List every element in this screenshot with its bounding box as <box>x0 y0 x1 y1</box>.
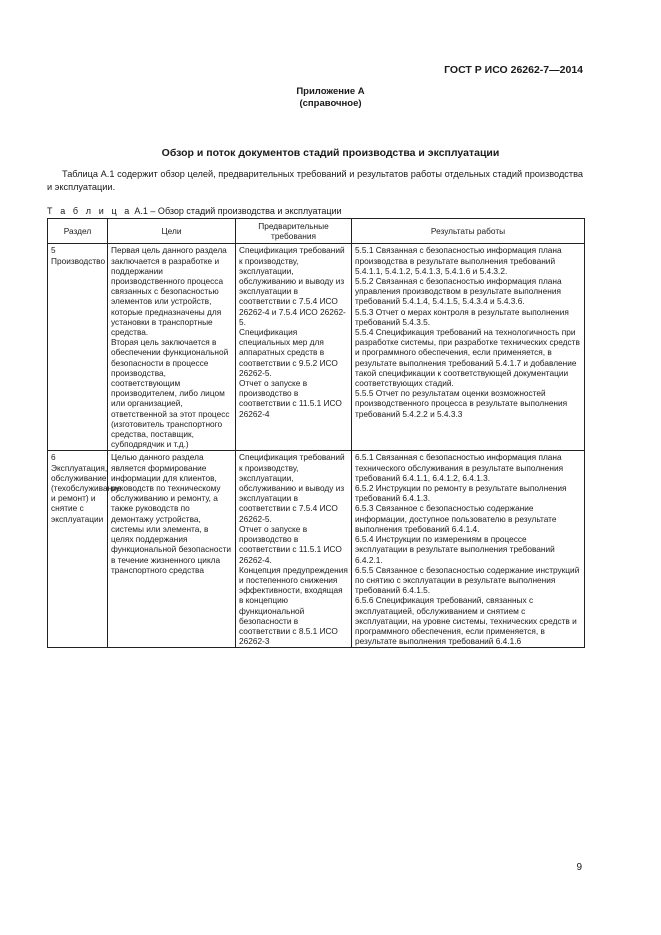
goal-paragraph: Первая цель данного раздела заключается в разработке и поддержании производственного процесса связанных с безопасностью элементов или устройств, которые предназначены для установки в транспортные средства. <box>111 245 227 338</box>
result-paragraph: 5.5.3 Отчет о мерах контроля в результате выполнения требований 5.4.3.5. <box>355 306 569 327</box>
prerequisite-paragraph: Отчет о запуске в производство в соответствии с 11.5.1 ИСО 26262-4 <box>239 378 342 419</box>
table-row <box>48 451 585 648</box>
prerequisites-cell <box>236 451 352 648</box>
goals-cell <box>108 244 236 451</box>
results-cell <box>352 451 585 648</box>
page-number: 9 <box>576 862 582 873</box>
result-paragraph: 6.5.3 Связанное с безопасностью содержание информации, доступное пользователю в результате выполнения требований 6.4.1.4. <box>355 503 557 534</box>
annex-heading <box>0 86 661 110</box>
result-paragraph: 6.5.4 Инструкции по измерениям в процессе эксплуатации в результате выполнения требований 6.4.2.1. <box>355 534 555 565</box>
goal-paragraph: Вторая цель заключается в обеспечении функциональной безопасности в процессе производства, соответствующим производителем, либо лицом или организацией, ответственной за этот процесс (изготовитель транспортного средства, поставщик, субподрядчик и т.д.) <box>111 337 230 450</box>
column-header-prerequisites: Предварительные требования <box>236 219 352 244</box>
column-header-section: Раздел <box>48 219 108 244</box>
result-paragraph: 5.5.5 Отчет по результатам оценки возможностей производственного процесса в результате выполнения требований 5.4.2.2 и 5.4.3.3 <box>355 388 568 419</box>
result-paragraph: 5.5.2 Связанная с безопасностью информация плана управления производством в результате выполнения требований 5.4.1.4, 5.4.1.5, 5.4.3.4 и 5.4.3.6. <box>355 276 562 307</box>
section-title: Обзор и поток документов стадий производства и эксплуатации <box>161 147 500 159</box>
table-caption <box>47 206 342 216</box>
prerequisite-paragraph: Концепция предупреждения и постепенного снижения эффективности, входящая в концепцию функциональной безопасности в соответствии с 8.5.1 ИСО 26262-3 <box>239 564 348 647</box>
result-paragraph: 6.5.5 Связанное с безопасностью содержание инструкций по снятию с эксплуатации в результате выполнения требований 6.4.1.5. <box>355 564 580 596</box>
table-caption-text: А.1 – Обзор стадий производства и эксплуатации <box>134 206 342 216</box>
section-cell: 6 Эксплуатация, обслуживание (техобслуживание и ремонт) и снятие с эксплуатации <box>48 451 108 648</box>
prerequisites-cell <box>236 244 352 451</box>
result-paragraph: 6.5.2 Инструкции по ремонту в результате выполнения требований 6.4.1.3. <box>355 483 567 504</box>
section-cell: 5 Производство <box>48 244 108 451</box>
document-header: ГОСТ Р ИСО 26262-7—2014 <box>444 64 583 76</box>
column-header-goals: Цели <box>108 219 236 244</box>
annex-subtitle: (справочное) <box>299 98 362 109</box>
overview-table <box>47 218 585 648</box>
prerequisite-paragraph: Отчет о запуске в производство в соответствии с 11.5.1 ИСО 26262-4. <box>239 523 342 565</box>
result-paragraph: 5.5.1 Связанная с безопасностью информация плана производства в результате выполнения требований 5.4.1.1, 5.4.1.2, 5.4.1.3, 5.4.1.6 и 5.4.3.2. <box>355 245 562 276</box>
goal-paragraph: Целью данного раздела является формирование информации для клиентов, руководств по техническому обслуживанию и ремонту, а также руководств по демонтажу устройства, системы или элемента, в целях поддержания функциональной безопасности в течение жизненного цикла транспортного средства <box>111 452 232 575</box>
results-cell <box>352 244 585 451</box>
goals-cell <box>108 451 236 648</box>
prerequisite-paragraph: Спецификация требований к производству, эксплуатации, обслуживанию и выводу из эксплуатации в соответствии с 7.5.4 ИСО 26262-5. <box>239 452 345 524</box>
column-header-results: Результаты работы <box>352 219 585 244</box>
prerequisite-paragraph: Спецификация требований к производству, эксплуатации, обслуживанию и выводу из эксплуатации в соответствии с 7.5.4 ИСО 26262-4 и 7.5.4 ИСО 26262-5. <box>239 245 346 327</box>
prerequisite-paragraph: Спецификация специальных мер для аппаратных средств в соответствии с 9.5.2 ИСО 26262-5. <box>239 327 338 378</box>
result-paragraph: 6.5.1 Связанная с безопасностью информация плана технического обслуживания в результате выполнения требований 6.4.1.1, 6.4.1.2, 6.4.1.3. <box>355 452 564 483</box>
table-caption-prefix: Т а б л и ц а <box>47 206 132 216</box>
result-paragraph: 6.5.6 Спецификация требований, связанных с эксплуатацией, обслуживанием и снятием с эксплуатации, на уровне системы, технических средств и программного обеспечения, если применяется, в результате выполнения требований 6.4.1.6 <box>355 595 577 647</box>
annex-title: Приложение А <box>296 86 365 97</box>
table-header-row <box>48 219 585 244</box>
intro-paragraph: Таблица А.1 содержит обзор целей, предварительных требований и результатов работы отдельных стадий производства и эксплуатации. <box>47 169 583 192</box>
result-paragraph: 5.5.4 Спецификация требований на технологичность при разработке системы, при разработке технических средств и программного обеспечения, если применяется, в результате выполнения требований 5.4.1.7 и добавление такой спецификации к соответствующей документации соответствующих стадий. <box>355 327 580 389</box>
table-row <box>48 244 585 451</box>
